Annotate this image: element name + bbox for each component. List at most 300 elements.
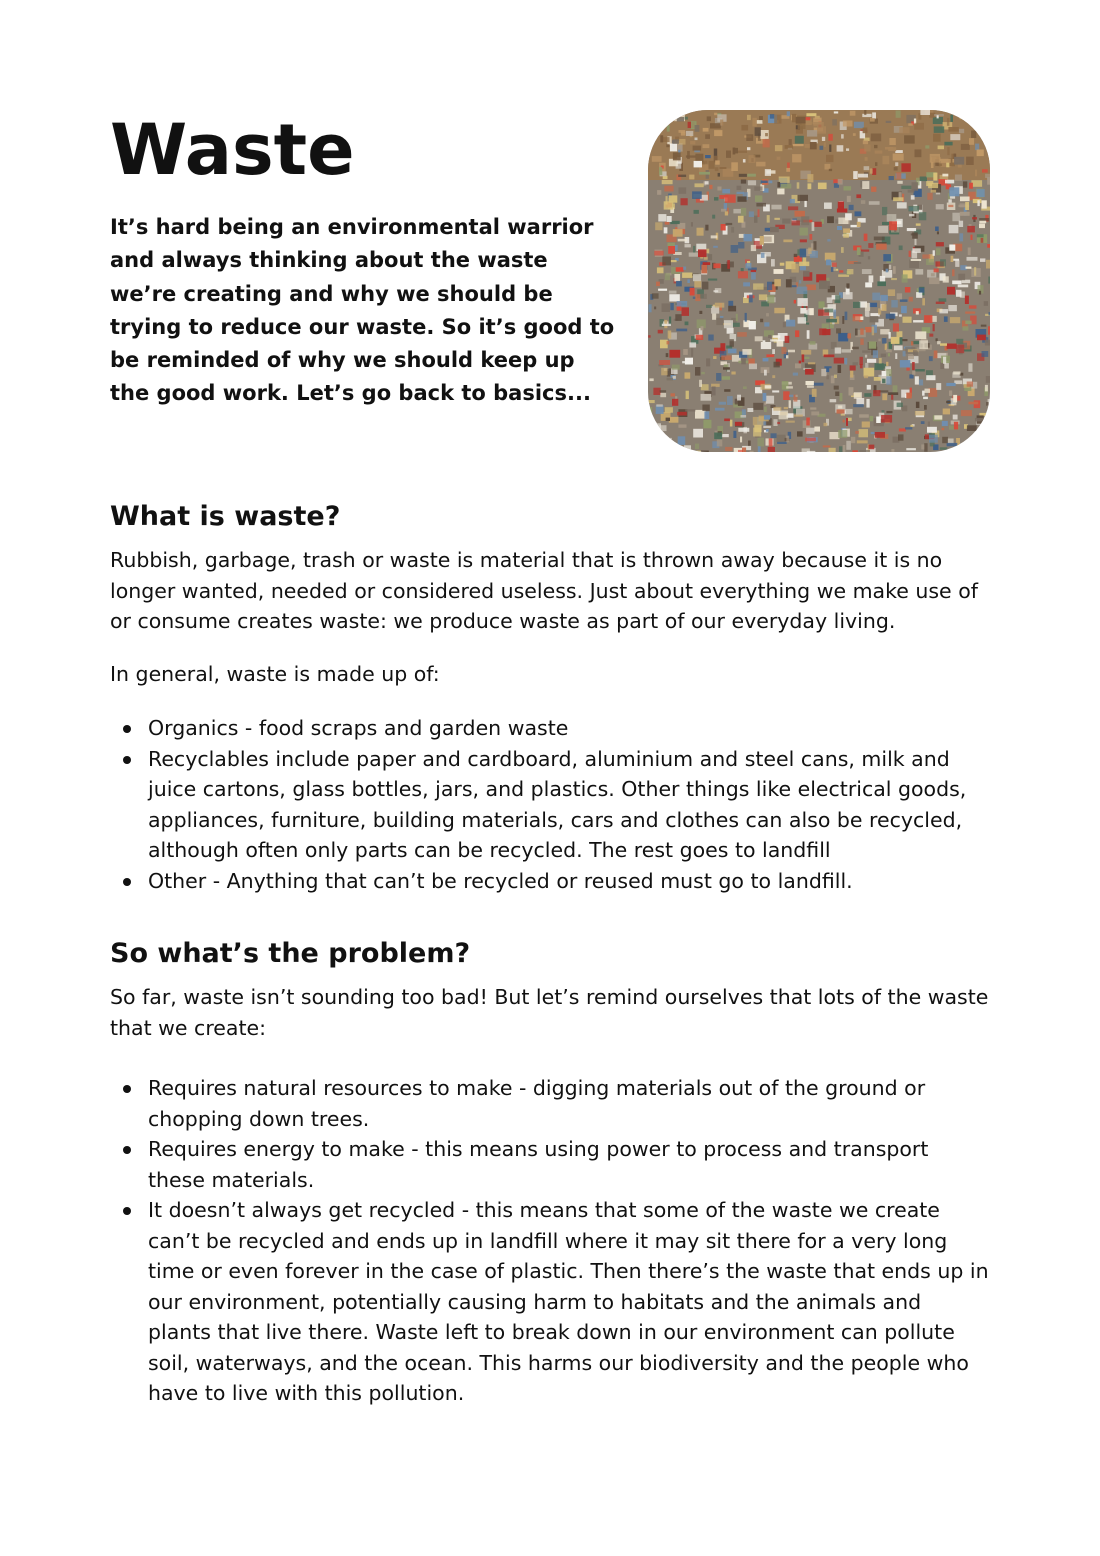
debris-speck bbox=[971, 110, 973, 113]
debris-speck bbox=[714, 433, 722, 440]
debris-speck bbox=[940, 343, 947, 346]
debris-speck bbox=[905, 287, 911, 293]
debris-speck bbox=[699, 380, 702, 387]
debris-speck bbox=[862, 350, 870, 352]
debris-speck bbox=[944, 316, 948, 322]
debris-speck bbox=[960, 197, 970, 202]
debris-speck bbox=[794, 254, 798, 257]
debris-speck bbox=[759, 294, 767, 300]
landfill-aerial-photo-icon bbox=[648, 110, 990, 452]
debris-speck bbox=[807, 174, 813, 182]
debris-speck bbox=[828, 134, 832, 141]
debris-speck bbox=[731, 227, 734, 233]
debris-speck bbox=[715, 408, 725, 411]
debris-speck bbox=[924, 315, 932, 323]
debris-speck bbox=[812, 222, 815, 231]
debris-speck bbox=[726, 151, 731, 158]
debris-speck bbox=[985, 340, 990, 346]
debris-speck bbox=[660, 390, 667, 392]
debris-speck bbox=[737, 196, 746, 201]
debris-speck bbox=[713, 263, 720, 268]
debris-speck bbox=[795, 363, 801, 368]
debris-speck bbox=[731, 162, 738, 171]
debris-speck bbox=[882, 393, 887, 400]
debris-speck bbox=[793, 144, 804, 146]
debris-speck bbox=[813, 241, 816, 250]
debris-speck bbox=[976, 119, 985, 125]
debris-speck bbox=[936, 242, 944, 246]
debris-speck bbox=[863, 140, 868, 144]
debris-speck bbox=[951, 256, 954, 262]
debris-speck bbox=[922, 254, 930, 258]
debris-speck bbox=[668, 331, 672, 339]
debris-speck bbox=[809, 308, 814, 315]
debris-speck bbox=[666, 111, 676, 119]
debris-speck bbox=[652, 156, 662, 162]
debris-speck bbox=[741, 358, 746, 364]
debris-speck bbox=[684, 445, 691, 449]
debris-speck bbox=[860, 357, 863, 365]
debris-speck bbox=[788, 350, 795, 353]
debris-speck bbox=[692, 191, 702, 199]
debris-speck bbox=[860, 339, 863, 345]
debris-speck bbox=[747, 115, 751, 120]
debris-speck bbox=[783, 322, 786, 327]
debris-speck bbox=[909, 214, 914, 216]
debris-speck bbox=[770, 292, 775, 295]
debris-speck bbox=[864, 368, 875, 377]
debris-speck bbox=[780, 263, 785, 266]
debris-speck bbox=[709, 161, 715, 169]
debris-speck bbox=[961, 144, 970, 150]
debris-speck bbox=[982, 351, 989, 357]
debris-speck bbox=[753, 403, 763, 410]
debris-speck bbox=[659, 360, 670, 365]
debris-speck bbox=[869, 275, 874, 282]
debris-speck bbox=[761, 181, 768, 183]
debris-speck bbox=[735, 422, 742, 426]
debris-speck bbox=[876, 417, 881, 424]
debris-speck bbox=[748, 359, 755, 365]
debris-speck bbox=[650, 407, 653, 416]
debris-speck bbox=[774, 362, 780, 368]
debris-speck bbox=[800, 228, 808, 236]
debris-speck bbox=[949, 225, 959, 233]
debris-speck bbox=[982, 169, 988, 172]
debris-speck bbox=[864, 166, 870, 170]
debris-speck bbox=[965, 321, 971, 324]
debris-speck bbox=[741, 268, 744, 272]
debris-speck bbox=[690, 288, 695, 296]
debris-speck bbox=[924, 405, 927, 410]
bullet-icon bbox=[123, 756, 131, 764]
debris-speck bbox=[919, 288, 925, 293]
debris-speck bbox=[925, 389, 931, 393]
debris-speck bbox=[912, 248, 920, 253]
debris-speck bbox=[934, 351, 938, 359]
debris-speck bbox=[706, 358, 710, 366]
debris-speck bbox=[843, 420, 846, 423]
debris-speck bbox=[703, 128, 709, 132]
debris-speck bbox=[741, 180, 746, 184]
debris-speck bbox=[826, 319, 837, 323]
debris-speck bbox=[966, 267, 972, 269]
debris-speck bbox=[813, 383, 824, 386]
debris-speck bbox=[826, 375, 829, 379]
debris-speck bbox=[826, 155, 834, 162]
debris-speck bbox=[673, 139, 679, 143]
debris-speck bbox=[838, 202, 844, 210]
debris-speck bbox=[950, 115, 953, 122]
debris-speck bbox=[841, 134, 844, 138]
debris-speck bbox=[956, 339, 963, 344]
debris-speck bbox=[967, 226, 975, 233]
debris-speck bbox=[654, 251, 663, 256]
debris-speck bbox=[740, 437, 742, 443]
debris-speck bbox=[915, 411, 925, 415]
debris-speck bbox=[781, 184, 792, 189]
debris-speck bbox=[792, 114, 796, 122]
list-item-text: It doesn’t always get recycled - this means that some of the waste we create can’t be recycled and ends up in landfill where it may sit there for a very long time or even forever in the case of plastic. Then there’s the waste that ends up in our environment, potentially causing harm to habitats and the animals and plants that live there. Waste left to break down in our environment can pollute soil, waterways, and the ocean. This harms our biodiversity and the people who have to live with this pollution. bbox=[148, 1198, 989, 1405]
debris-speck bbox=[987, 177, 990, 185]
debris-speck bbox=[869, 445, 875, 450]
debris-speck bbox=[979, 221, 986, 224]
debris-speck bbox=[916, 402, 920, 408]
debris-speck bbox=[882, 207, 887, 215]
debris-speck bbox=[827, 216, 834, 223]
debris-speck bbox=[855, 431, 859, 434]
debris-speck bbox=[795, 136, 804, 144]
debris-speck bbox=[895, 162, 898, 166]
debris-speck bbox=[786, 386, 793, 388]
debris-speck bbox=[753, 428, 761, 437]
debris-speck bbox=[891, 449, 894, 452]
debris-speck bbox=[801, 216, 809, 225]
debris-speck bbox=[677, 301, 688, 307]
debris-speck bbox=[685, 322, 689, 326]
debris-speck bbox=[758, 446, 761, 452]
debris-speck bbox=[661, 438, 672, 444]
debris-speck bbox=[959, 233, 963, 241]
debris-speck bbox=[763, 139, 770, 147]
debris-speck bbox=[872, 293, 880, 301]
debris-speck bbox=[837, 409, 845, 413]
debris-speck bbox=[822, 137, 825, 141]
debris-speck bbox=[702, 405, 709, 411]
debris-speck bbox=[980, 258, 985, 262]
debris-speck bbox=[952, 281, 961, 285]
debris-speck bbox=[908, 123, 913, 126]
debris-speck bbox=[958, 285, 969, 288]
debris-speck bbox=[906, 448, 916, 450]
debris-speck bbox=[881, 415, 892, 423]
debris-speck bbox=[827, 297, 833, 303]
debris-speck bbox=[854, 262, 861, 264]
debris-speck bbox=[923, 397, 928, 399]
debris-speck bbox=[669, 317, 671, 325]
debris-speck bbox=[937, 231, 939, 234]
debris-speck bbox=[676, 329, 687, 332]
debris-speck bbox=[975, 122, 985, 129]
debris-speck bbox=[899, 246, 903, 251]
debris-speck bbox=[755, 336, 763, 341]
debris-speck bbox=[940, 159, 950, 163]
debris-speck bbox=[806, 381, 814, 385]
debris-speck bbox=[736, 314, 738, 321]
debris-speck bbox=[959, 221, 963, 227]
debris-speck bbox=[897, 219, 903, 227]
debris-speck bbox=[754, 216, 758, 223]
debris-speck bbox=[856, 194, 861, 198]
debris-speck bbox=[967, 382, 973, 387]
debris-speck bbox=[857, 440, 868, 443]
debris-speck bbox=[743, 282, 750, 286]
debris-speck bbox=[856, 398, 864, 405]
debris-speck bbox=[813, 122, 824, 126]
debris-speck bbox=[797, 287, 808, 294]
debris-speck bbox=[843, 228, 850, 233]
debris-speck bbox=[683, 349, 688, 355]
debris-speck bbox=[771, 205, 781, 210]
debris-speck bbox=[846, 283, 849, 288]
debris-speck bbox=[793, 373, 798, 376]
debris-speck bbox=[675, 449, 686, 452]
debris-speck bbox=[664, 227, 668, 233]
debris-speck bbox=[868, 256, 870, 259]
debris-speck bbox=[926, 259, 934, 265]
debris-speck bbox=[717, 187, 721, 191]
debris-speck bbox=[808, 183, 812, 189]
debris-speck bbox=[975, 418, 986, 422]
debris-speck bbox=[777, 182, 780, 188]
debris-speck bbox=[824, 309, 833, 313]
debris-speck bbox=[912, 371, 915, 375]
debris-speck bbox=[936, 302, 945, 304]
debris-speck bbox=[766, 354, 774, 357]
debris-speck bbox=[665, 439, 668, 446]
debris-speck bbox=[683, 267, 686, 270]
debris-speck bbox=[986, 260, 990, 269]
debris-speck bbox=[789, 400, 791, 408]
debris-speck bbox=[889, 221, 897, 230]
debris-speck bbox=[799, 361, 801, 364]
debris-speck bbox=[824, 423, 828, 426]
debris-speck bbox=[787, 111, 790, 116]
debris-speck bbox=[838, 333, 848, 342]
debris-speck bbox=[895, 150, 903, 153]
debris-speck bbox=[847, 333, 851, 338]
debris-speck bbox=[765, 169, 771, 176]
debris-speck bbox=[986, 376, 990, 383]
debris-speck bbox=[929, 356, 933, 361]
debris-speck bbox=[714, 130, 722, 136]
debris-speck bbox=[871, 134, 881, 142]
debris-speck bbox=[664, 186, 673, 192]
debris-speck bbox=[785, 145, 794, 149]
debris-speck bbox=[705, 134, 710, 139]
debris-speck bbox=[947, 118, 950, 126]
debris-speck bbox=[807, 385, 814, 388]
debris-speck bbox=[934, 415, 942, 419]
debris-speck bbox=[676, 281, 682, 287]
debris-speck bbox=[911, 195, 915, 199]
debris-speck bbox=[774, 279, 781, 286]
debris-speck bbox=[988, 277, 990, 284]
debris-speck bbox=[929, 435, 938, 443]
debris-speck bbox=[799, 262, 809, 267]
debris-speck bbox=[869, 201, 880, 205]
debris-speck bbox=[755, 127, 761, 136]
debris-speck bbox=[886, 362, 888, 366]
page-title: Waste bbox=[110, 109, 355, 191]
debris-speck bbox=[874, 237, 885, 241]
debris-speck bbox=[838, 365, 842, 373]
debris-speck bbox=[882, 338, 886, 344]
debris-speck bbox=[677, 412, 687, 416]
debris-speck bbox=[767, 215, 770, 223]
debris-speck bbox=[943, 409, 950, 415]
debris-speck bbox=[906, 393, 911, 399]
debris-speck bbox=[959, 129, 964, 133]
debris-speck bbox=[733, 431, 736, 438]
debris-speck bbox=[670, 260, 676, 262]
debris-speck bbox=[878, 339, 880, 342]
debris-speck bbox=[915, 369, 925, 372]
debris-speck bbox=[853, 133, 856, 136]
debris-speck bbox=[758, 209, 760, 217]
debris-speck bbox=[662, 303, 671, 312]
debris-speck bbox=[730, 339, 734, 347]
debris-speck bbox=[741, 415, 747, 418]
debris-speck bbox=[869, 303, 877, 307]
debris-speck bbox=[915, 331, 926, 339]
debris-speck bbox=[889, 332, 891, 339]
debris-speck bbox=[676, 267, 684, 272]
debris-speck bbox=[864, 393, 871, 397]
debris-speck bbox=[948, 127, 958, 132]
debris-speck bbox=[903, 351, 906, 356]
debris-speck bbox=[795, 330, 799, 337]
debris-speck bbox=[901, 306, 907, 313]
debris-speck bbox=[712, 387, 716, 396]
debris-speck bbox=[946, 162, 949, 167]
debris-speck bbox=[905, 427, 912, 429]
debris-speck bbox=[669, 350, 680, 358]
list-item-text: Requires natural resources to make - digging materials out of the ground or chopping down trees. bbox=[148, 1076, 926, 1131]
debris-speck bbox=[853, 316, 861, 321]
debris-speck bbox=[819, 328, 826, 335]
debris-speck bbox=[839, 446, 842, 452]
debris-speck bbox=[862, 181, 869, 189]
debris-speck bbox=[800, 239, 807, 242]
debris-speck bbox=[714, 290, 719, 292]
debris-speck bbox=[687, 151, 690, 159]
debris-speck bbox=[967, 257, 978, 261]
debris-speck bbox=[852, 347, 859, 350]
debris-speck bbox=[927, 427, 937, 433]
debris-speck bbox=[695, 138, 698, 141]
debris-speck bbox=[845, 312, 848, 321]
debris-speck bbox=[915, 239, 917, 245]
debris-speck bbox=[774, 218, 780, 220]
debris-speck bbox=[860, 364, 863, 368]
debris-speck bbox=[837, 145, 844, 151]
debris-speck bbox=[701, 326, 704, 330]
debris-speck bbox=[949, 187, 959, 196]
debris-speck bbox=[893, 323, 899, 331]
debris-speck bbox=[901, 186, 911, 190]
debris-speck bbox=[891, 337, 900, 344]
debris-speck bbox=[852, 450, 858, 452]
debris-speck bbox=[886, 121, 892, 123]
debris-speck bbox=[838, 406, 842, 409]
debris-speck bbox=[956, 290, 962, 297]
debris-speck bbox=[961, 445, 967, 450]
debris-speck bbox=[792, 221, 800, 226]
debris-speck bbox=[853, 362, 858, 365]
debris-speck bbox=[728, 349, 737, 354]
debris-speck bbox=[792, 285, 797, 287]
debris-speck bbox=[691, 222, 693, 227]
debris-speck bbox=[708, 254, 712, 260]
debris-speck bbox=[694, 210, 699, 214]
debris-speck bbox=[805, 369, 814, 375]
debris-speck bbox=[869, 341, 877, 348]
debris-speck bbox=[846, 148, 849, 151]
debris-speck bbox=[783, 391, 789, 400]
debris-speck bbox=[657, 190, 661, 195]
debris-speck bbox=[686, 155, 696, 157]
debris-speck bbox=[897, 181, 902, 184]
debris-speck bbox=[756, 162, 765, 167]
list-item-text: Requires energy to make - this means using power to process and transport these materials. bbox=[148, 1137, 929, 1192]
debris-speck bbox=[712, 215, 715, 219]
debris-speck bbox=[971, 180, 982, 187]
debris-speck bbox=[955, 175, 962, 181]
debris-speck bbox=[681, 198, 688, 205]
debris-speck bbox=[933, 173, 937, 181]
debris-speck bbox=[829, 432, 839, 439]
debris-speck bbox=[649, 112, 655, 115]
debris-speck bbox=[864, 144, 870, 151]
debris-speck bbox=[739, 174, 747, 177]
debris-speck bbox=[844, 186, 852, 190]
debris-speck bbox=[886, 269, 889, 273]
debris-speck bbox=[764, 407, 767, 413]
debris-speck bbox=[832, 263, 837, 267]
debris-speck bbox=[775, 145, 783, 151]
debris-speck bbox=[670, 144, 677, 152]
debris-speck bbox=[858, 174, 868, 178]
debris-speck bbox=[973, 199, 982, 203]
debris-speck bbox=[725, 195, 736, 203]
debris-speck bbox=[693, 146, 702, 151]
debris-speck bbox=[695, 367, 700, 376]
debris-speck bbox=[648, 400, 655, 403]
debris-speck bbox=[751, 245, 756, 251]
debris-speck bbox=[985, 385, 988, 392]
lead-paragraph: It’s hard being an environmental warrior and always thinking about the waste we’re creating and why we should be trying to reduce our waste. So it’s good to be reminded of why we should keep up the good work. Let’s go back to basics... bbox=[110, 215, 615, 406]
debris-speck bbox=[749, 321, 756, 329]
debris-speck bbox=[654, 307, 656, 310]
debris-speck bbox=[737, 192, 745, 194]
debris-speck bbox=[954, 157, 964, 165]
debris-speck bbox=[968, 248, 971, 256]
debris-speck bbox=[987, 244, 990, 248]
debris-speck bbox=[756, 203, 766, 207]
debris-speck bbox=[939, 309, 948, 313]
debris-speck bbox=[765, 385, 772, 388]
